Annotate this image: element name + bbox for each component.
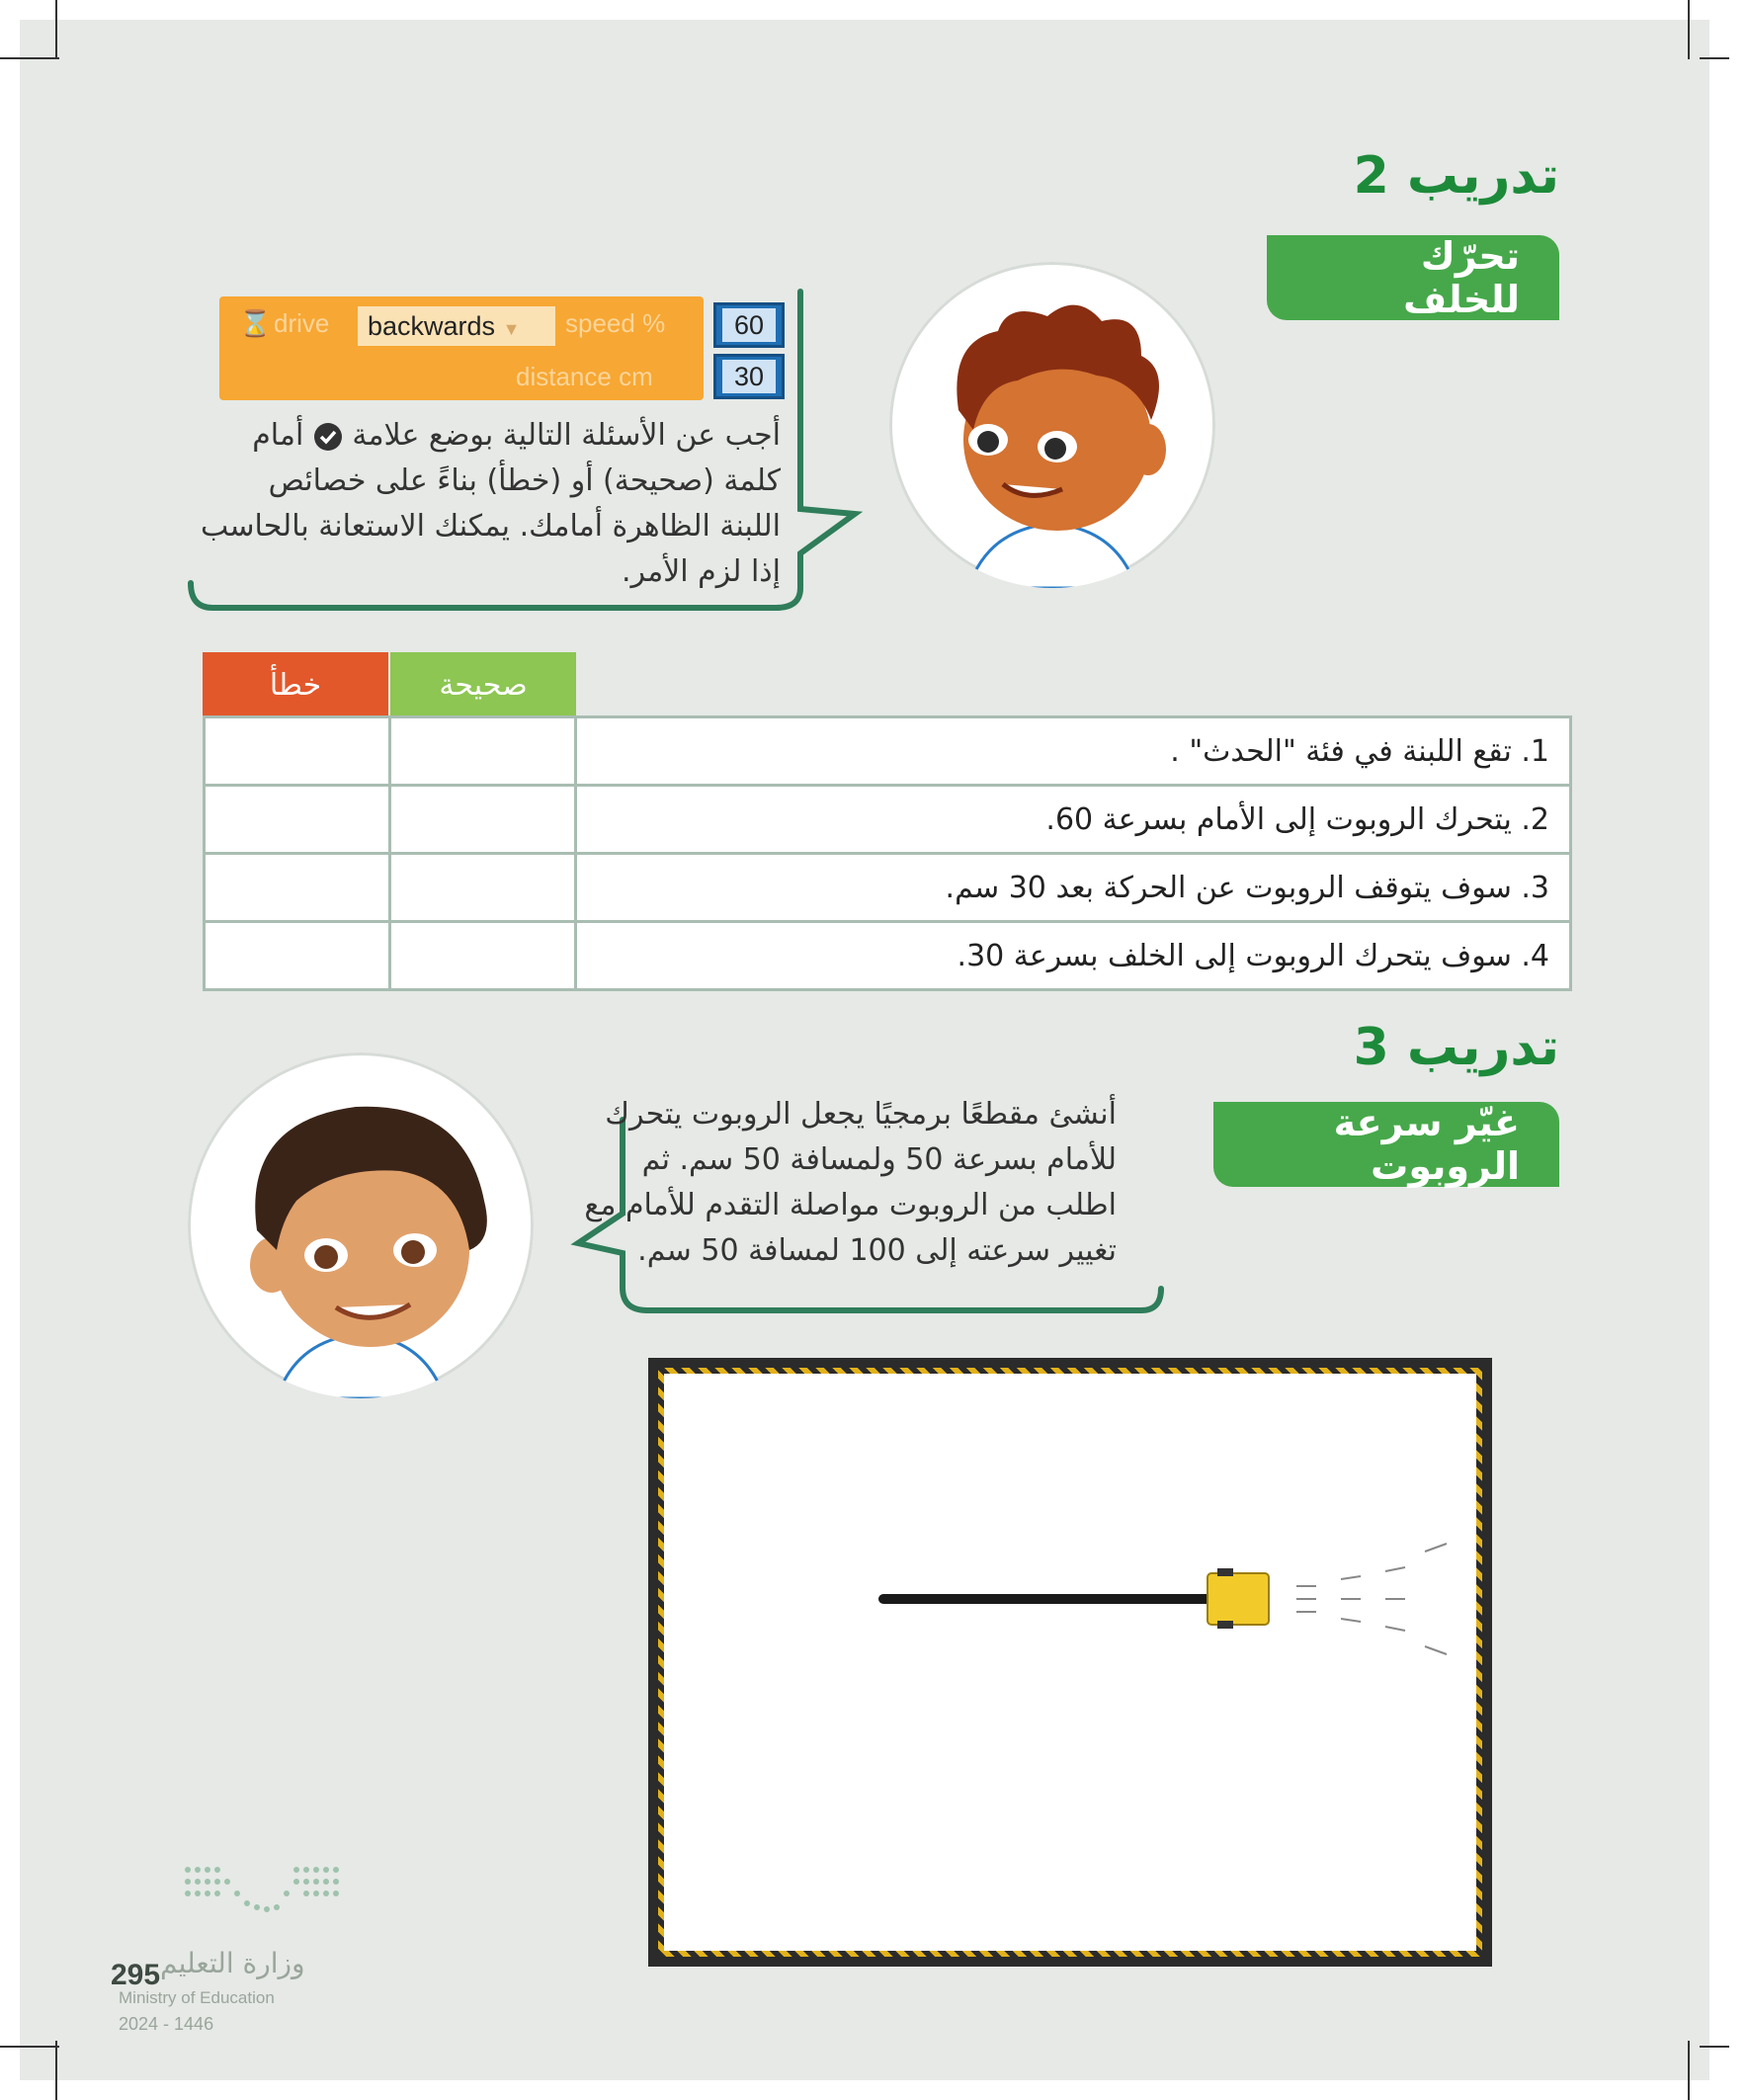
false-checkbox-cell[interactable]	[205, 717, 390, 786]
page	[20, 20, 1709, 2080]
boy-illustration-icon	[188, 1052, 534, 1398]
table-row	[205, 922, 1571, 990]
crop-mark	[55, 0, 57, 59]
drive-label: drive	[274, 308, 330, 338]
false-checkbox-cell[interactable]	[205, 854, 390, 922]
question-statement: 3. سوف يتوقف الروبوت عن الحركة بعد 30 سم.	[576, 854, 1571, 922]
instruction-line: تغيير سرعته إلى 100 لمسافة 50 سم.	[637, 1233, 1117, 1268]
ministry-name-en: Ministry of Education	[119, 1988, 275, 2007]
ministry-name-ar: وزارة التعليم	[160, 1947, 305, 1979]
direction-dropdown[interactable]	[358, 306, 555, 346]
true-checkbox-cell[interactable]	[390, 922, 576, 990]
true-checkbox-cell[interactable]	[390, 786, 576, 854]
question-statement: 1. تقع اللبنة في فئة "الحدث" .	[576, 717, 1571, 786]
exercise-2-pill: تحرّك للخلف	[1267, 235, 1559, 320]
crop-mark	[0, 2046, 59, 2048]
column-header-true: صحيحة	[390, 652, 576, 717]
page-number: 295	[111, 1959, 161, 1991]
exercise-3-title: تدريب 3	[1353, 1018, 1559, 1077]
instruction-line: اللبنة الظاهرة أمامك. يمكنك الاستعانة بالحاسب	[200, 509, 781, 544]
robot-path-illustration	[664, 1374, 1476, 1951]
exercise-2-title: تدريب 2	[1353, 146, 1559, 206]
column-header-false: خطأ	[203, 652, 388, 717]
robot-icon	[1208, 1573, 1269, 1625]
instruction-line: أجب عن الأسئلة التالية بوضع علامة أمام	[252, 418, 781, 453]
speed-input[interactable]	[713, 302, 785, 348]
false-checkbox-cell[interactable]	[205, 786, 390, 854]
crop-mark	[55, 2041, 57, 2100]
question-statement: 2. يتحرك الروبوت إلى الأمام بسرعة 60.	[576, 786, 1571, 854]
dropdown-arrow-icon: ▼	[502, 319, 521, 339]
distance-label: distance cm	[516, 362, 653, 391]
drive-block	[219, 296, 792, 400]
instruction-line: اطلب من الروبوت مواصلة التقدم للأمام مع	[584, 1188, 1117, 1222]
boy-avatar	[889, 262, 1215, 588]
block-hourglass-icon: ⌛	[239, 308, 272, 338]
ministry-logo-icon	[178, 1860, 356, 1919]
instruction-line: إذا لزم الأمر.	[622, 554, 781, 589]
instruction-line: للأمام بسرعة 50 ولمسافة 50 سم. ثم	[641, 1142, 1117, 1177]
distance-value: 30	[722, 360, 776, 393]
robot-simulator-canvas[interactable]	[648, 1358, 1492, 1967]
questions-table	[203, 715, 1572, 991]
year-label: 2024 - 1446	[119, 2014, 214, 2034]
check-mark-icon	[313, 422, 343, 452]
direction-value: backwards	[368, 311, 496, 341]
false-checkbox-cell[interactable]	[205, 922, 390, 990]
boy-avatar	[188, 1052, 534, 1398]
crop-mark	[1700, 2046, 1729, 2048]
boy-illustration-icon	[889, 262, 1215, 588]
table-row	[205, 854, 1571, 922]
speed-value: 60	[722, 308, 776, 342]
instruction-line: كلمة (صحيحة) أو (خطأ) بناءً على خصائص	[268, 463, 781, 498]
crop-mark	[1688, 0, 1690, 59]
crop-mark	[0, 57, 59, 59]
distance-input[interactable]	[713, 354, 785, 399]
table-row	[205, 786, 1571, 854]
instruction-line: أنشئ مقطعًا برمجيًا يجعل الروبوت يتحرك	[605, 1097, 1117, 1132]
true-checkbox-cell[interactable]	[390, 717, 576, 786]
exercise-3-pill: غيّر سرعة الروبوت	[1213, 1102, 1559, 1187]
true-checkbox-cell[interactable]	[390, 854, 576, 922]
question-statement: 4. سوف يتحرك الروبوت إلى الخلف بسرعة 30.	[576, 922, 1571, 990]
exercise-2-instructions	[188, 413, 781, 595]
table-row	[205, 717, 1571, 786]
speed-label: speed %	[565, 308, 666, 338]
exercise-3-instructions	[563, 1092, 1117, 1274]
crop-mark	[1688, 2041, 1690, 2100]
crop-mark	[1700, 57, 1729, 59]
canvas-area	[664, 1374, 1476, 1951]
